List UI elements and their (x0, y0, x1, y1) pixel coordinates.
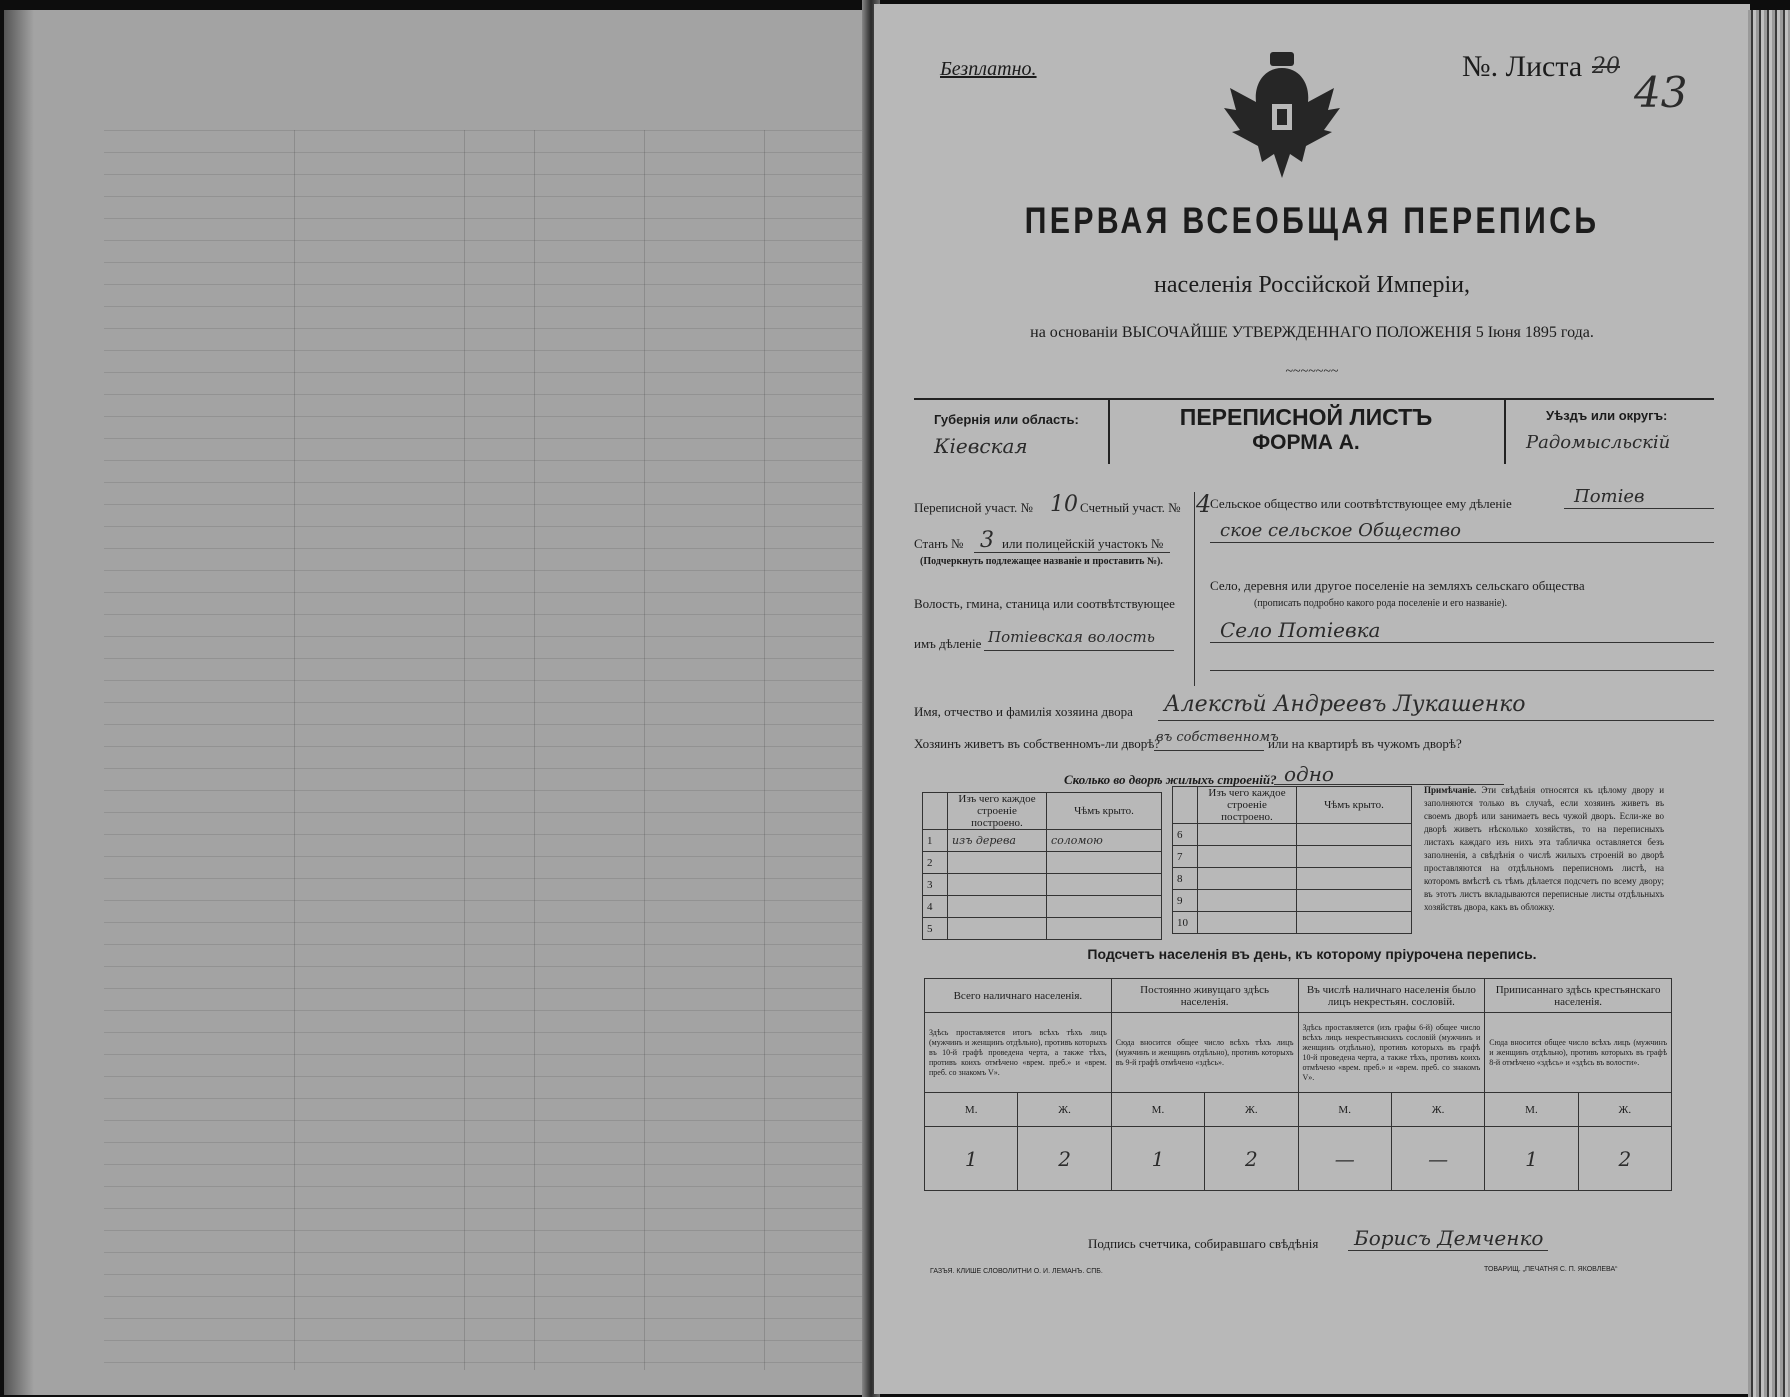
faded-column-line (534, 130, 535, 1370)
male-label: М. (1485, 1093, 1578, 1127)
census-district-value: 10 (1050, 492, 1078, 517)
faded-column-line (294, 130, 295, 1370)
row-number: 8 (1173, 868, 1198, 890)
count-header-registered: Приписаннаго здѣсь крестьянскаго населенія. (1485, 979, 1672, 1013)
owner-lives-label-2: или на квартирѣ въ чужомъ дворѣ? (1268, 736, 1462, 751)
fields-separator (1194, 492, 1195, 686)
count-desc-non-peasant: Здѣсь проставляется (изъ графы 6-й) общее число всѣхъ лицъ некрестьянскихъ сословій (мужчинъ и женщинъ отдѣльно), противъ которыхъ въ графѣ 10-й проведена черта, а также тѣхъ, противъ коихъ отмѣчено «врем. преб.» и «врем. преб. со знакомъ V». (1298, 1013, 1485, 1093)
count-desc-total: Здѣсь проставляется итогъ всѣхъ тѣхъ лицъ (мужчинъ и женщинъ отдѣльно), противъ которыхъ въ 10-й графѣ проведена черта, а также тѣхъ, противъ коихъ отмѣчено «врем. преб.» и «врем. преб. со знакомъ V». (925, 1013, 1112, 1093)
volost-value: Потіевская волость (988, 628, 1155, 646)
village-note: (прописать подробно какого рода поселеніе и его названіе). (1254, 598, 1508, 609)
row-number: 6 (1173, 824, 1198, 846)
registered-male-value: 1 (1485, 1127, 1578, 1191)
owner-name-rule (1158, 720, 1714, 721)
count-title: Подсчетъ населенія въ день, къ которому пріурочена перепись. (1087, 946, 1537, 962)
census-district-label: Переписной участ. № (914, 500, 1033, 515)
row-number: 1 (923, 830, 948, 852)
owner-lives-label-1: Хозяинъ живетъ въ собственномъ-ли дворѣ? (914, 736, 1161, 751)
district-value: Радомысльскій (1526, 432, 1671, 453)
permanent-female-value: 2 (1205, 1127, 1298, 1191)
faded-column-line (644, 130, 645, 1370)
district-label: Уѣздъ или округъ: (1546, 408, 1668, 423)
female-label: Ж. (1018, 1093, 1111, 1127)
permanent-male-value: 1 (1111, 1127, 1204, 1191)
volost-label-2: имъ дѣленіе (914, 636, 982, 651)
registered-female-value: 2 (1578, 1127, 1671, 1191)
population-count-table (924, 978, 1672, 1191)
village-label: Село, деревня или другое поселеніе на земляхъ сельскаго общества (1210, 578, 1585, 593)
row-number: 3 (923, 874, 948, 896)
free-label: Безплатно. (940, 58, 1037, 80)
decree-line: на основаніи ВЫСОЧАЙШЕ УТВЕРЖДЕННАГО ПОЛОЖЕНІЯ 5 Іюня 1895 года. (1030, 324, 1594, 341)
buildings-label: Сколько во дворѣ жилыхъ строеній? (1064, 772, 1277, 787)
buildings-value: одно (1284, 762, 1334, 786)
male-label: М. (925, 1093, 1018, 1127)
society-label: Сельское общество или соотвѣтствующее ему дѣленіе (1210, 496, 1512, 511)
count-header-permanent: Постоянно живущаго здѣсь населенія. (1111, 979, 1298, 1013)
society-value-1: Потіев (1574, 486, 1645, 507)
signature-label: Подпись счетчика, собиравшаго свѣдѣнія (1088, 1236, 1319, 1251)
stan-rule (974, 552, 1170, 553)
left-page (4, 10, 870, 1395)
sheet-number-label: №. Листа (1462, 50, 1583, 83)
volost-rule (984, 650, 1174, 651)
form-main-title: ПЕРВАЯ ВСЕОБЩАЯ ПЕРЕПИСЬ (1024, 200, 1600, 241)
buildings-note (1424, 784, 1664, 914)
province-cell (914, 398, 1110, 464)
faded-grid (104, 130, 864, 1370)
handwritten-page-number: 43 (1634, 68, 1688, 117)
counting-district-label: Счетный участ. № (1080, 500, 1181, 515)
village-rule-2 (1210, 670, 1714, 671)
counting-district-value: 4 (1196, 490, 1212, 518)
note-title: Примѣчаніе. (1424, 785, 1477, 795)
total-female-value: 2 (1018, 1127, 1111, 1191)
village-rule-1 (1210, 642, 1714, 643)
police-label: или полицейскій участокъ № (1002, 536, 1164, 551)
owner-lives-value: въ собственномъ (1156, 730, 1279, 745)
ornament-divider: ~~~~~~~ (1285, 364, 1339, 379)
non-peasant-male-value: — (1298, 1127, 1391, 1191)
row-number: 5 (923, 918, 948, 940)
count-desc-permanent: Сюда вносится общее число всѣхъ тѣхъ лицъ (мужчинъ и женщинъ отдѣльно), противъ которыхъ въ 9-й графѣ отмѣчено «здѣсь». (1111, 1013, 1298, 1093)
row-number: 4 (923, 896, 948, 918)
owner-name-label: Имя, отчество и фамилія хозяина двора (914, 704, 1133, 719)
material-value: изъ дерева (948, 830, 1047, 852)
owner-name-value: Алексѣй Андреевъ Лукашенко (1164, 692, 1526, 717)
footer-left-imprint: ГАЗЪЯ. КЛИШЕ СЛОВОЛИТНИ О. И. ЛЕМАНЪ. СПБ. (930, 1268, 1103, 1275)
province-label: Губернія или область: (934, 412, 1079, 427)
owner-lives-rule (1154, 750, 1264, 751)
form-type-cell (1108, 398, 1504, 464)
roof-value: соломою (1047, 830, 1162, 852)
male-label: М. (1298, 1093, 1391, 1127)
row-number: 2 (923, 852, 948, 874)
faded-column-line (764, 130, 765, 1370)
stan-label: Станъ № (914, 536, 964, 551)
row-number: 9 (1173, 890, 1198, 912)
imperial-eagle-emblem (1222, 50, 1342, 186)
form-type-title: ПЕРЕПИСНОЙ ЛИСТЪ (1179, 404, 1433, 430)
stan-value: 3 (980, 528, 994, 553)
note-text: Эти свѣдѣнія относятся къ цѣлому двору и заполняются только въ случаѣ, если хозяинъ живетъ въ своемъ дворѣ или занимаетъ весь чужой дворъ. Если-же во дворѣ живетъ нѣсколько хозяйствъ, то на переписныхъ листахъ каждаго изъ нихъ эта табличка оставляется безъ заполненія, а свѣдѣнія о числѣ жилыхъ строеній во дворѣ проставляются на отдѣльномъ переписномъ листѣ, на которомъ вмѣстѣ съ тѣмъ дѣлается подсчетъ по всему двору; въ этотъ листъ вкладываются переписные листы отдѣльныхъ хозяйствъ двора, какъ въ обложку. (1424, 785, 1665, 912)
village-value: Село Потіевка (1220, 618, 1381, 642)
signature-rule (1348, 1250, 1548, 1251)
page-stack-edge (1748, 10, 1790, 1397)
census-form-page (874, 4, 1750, 1394)
row-number: 10 (1173, 912, 1198, 934)
count-header-total: Всего наличнаго населенія. (925, 979, 1112, 1013)
roof-header: Чѣмъ крыто. (1297, 787, 1412, 824)
faded-column-line (464, 130, 465, 1370)
material-header: Изъ чего каждое строеніе построено. (1198, 787, 1297, 824)
female-label: Ж. (1205, 1093, 1298, 1127)
volost-label-1: Волость, гмина, станица или соотвѣтствующее (914, 596, 1175, 611)
count-header-non-peasant: Въ числѣ наличнаго населенія было лицъ некрестьян. сословій. (1298, 979, 1485, 1013)
society-value-2: ское сельское Общество (1220, 520, 1461, 541)
female-label: Ж. (1578, 1093, 1671, 1127)
page-edge-shadow (4, 10, 34, 1395)
female-label: Ж. (1391, 1093, 1484, 1127)
sheet-number-value: 20 (1592, 54, 1620, 79)
footer-right-imprint: ТОВАРИЩ. „ПЕЧАТНЯ С. П. ЯКОВЛЕВА“ (1484, 1266, 1618, 1273)
row-number: 7 (1173, 846, 1198, 868)
police-note: (Подчеркнуть подлежащее названіе и проставить №). (920, 556, 1163, 567)
form-subtitle: населенія Россійской Имперіи, (1154, 272, 1470, 298)
male-label: М. (1111, 1093, 1204, 1127)
non-peasant-female-value: — (1391, 1127, 1484, 1191)
district-cell (1504, 398, 1716, 464)
roof-header: Чѣмъ крыто. (1047, 793, 1162, 830)
society-rule-1 (1564, 508, 1714, 509)
society-rule-2 (1210, 542, 1714, 543)
total-male-value: 1 (925, 1127, 1018, 1191)
province-value: Кіевская (934, 434, 1028, 458)
signature-value: Борисъ Демченко (1354, 1226, 1544, 1250)
buildings-table-left (922, 792, 1162, 940)
buildings-table-right (1172, 786, 1412, 934)
form-type-subtitle: ФОРМА А. (1252, 431, 1360, 454)
count-desc-registered: Сюда вносится общее число всѣхъ лицъ (мужчинъ и женщинъ отдѣльно), противъ которыхъ въ графѣ 8-й отмѣчено «здѣсь» и «здѣсь въ волости». (1485, 1013, 1672, 1093)
material-header: Изъ чего каждое строеніе построено. (948, 793, 1047, 830)
